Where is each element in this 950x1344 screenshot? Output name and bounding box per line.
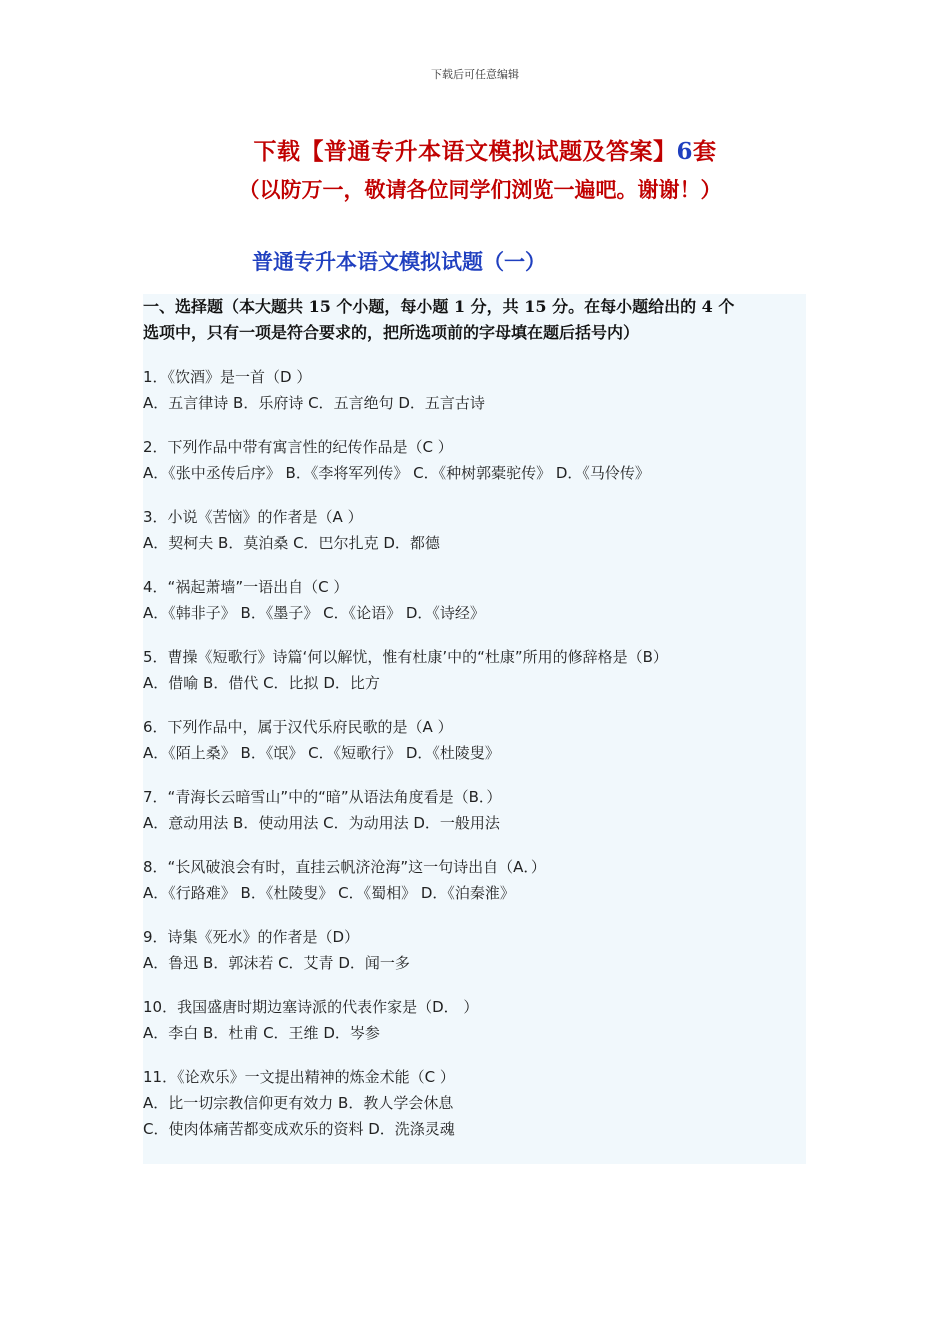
question-item [143, 504, 806, 556]
question-options: A．比一切宗教信仰更有效力 B．教人学会休息 [143, 1094, 454, 1112]
question-stem: 10．我国盛唐时期边塞诗派的代表作家是（D． ） [143, 998, 479, 1016]
question-item [143, 434, 806, 486]
question-item [143, 1064, 806, 1142]
question-stem: 2．下列作品中带有寓言性的纪传作品是（C ） [143, 438, 453, 456]
question-list [143, 364, 806, 1142]
section-heading-line2: 选项中，只有一项是符合要求的，把所选项前的字母填在题后括号内） [143, 323, 640, 342]
question-item [143, 644, 806, 696]
document-subtitle: （以防万一，敬请各位同学们浏览一遍吧。谢谢！） [238, 177, 722, 202]
question-options: A．意动用法 B．使动用法 C．为动用法 D．一般用法 [143, 814, 500, 832]
question-stem: 1．《饮酒》是一首（D ） [143, 368, 312, 386]
question-stem: 11．《论欢乐》一文提出精神的炼金术能（C ） [143, 1068, 455, 1086]
question-stem: 9．诗集《死水》的作者是（D） [143, 928, 360, 946]
question-options: A．契柯夫 B．莫泊桑 C．巴尔扎克 D．都德 [143, 534, 440, 552]
question-section [143, 294, 806, 1164]
title-block [0, 133, 950, 204]
header-note: 下载后可任意编辑 [431, 68, 519, 81]
question-options: A．《陌上桑》 B．《氓》 C．《短歌行》 D．《杜陵叟》 [143, 744, 500, 762]
question-item [143, 784, 806, 836]
title-suffix: 套 [693, 138, 717, 165]
exam-title: 普通专升本语文模拟试题（一） [252, 249, 546, 274]
question-item [143, 854, 806, 906]
question-options: A．借喻 B．借代 C．比拟 D．比方 [143, 674, 380, 692]
question-stem: 3．小说《苦恼》的作者是（A ） [143, 508, 363, 526]
document-title [0, 133, 950, 166]
section-heading-line1: 一、选择题（本大题共 15 个小题，每小题 1 分，共 15 分。在每小题给出的 4 个 [143, 297, 735, 316]
question-stem: 7．“青海长云暗雪山”中的“暗”从语法角度看是（B．） [143, 788, 502, 806]
question-stem: 6．下列作品中，属于汉代乐府民歌的是（A ） [143, 718, 453, 736]
question-item [143, 574, 806, 626]
title-number: 6 [676, 138, 693, 165]
question-options: A．五言律诗 B．乐府诗 C．五言绝句 D．五言古诗 [143, 394, 485, 412]
section-heading [143, 294, 806, 346]
question-item [143, 994, 806, 1046]
question-item [143, 714, 806, 766]
question-options: A．李白 B．杜甫 C．王维 D．岑参 [143, 1024, 380, 1042]
question-options: A．《韩非子》 B．《墨子》 C．《论语》 D．《诗经》 [143, 604, 485, 622]
question-stem: 5．曹操《短歌行》诗篇‘何以解忧，惟有杜康’中的“杜康”所用的修辞格是（B） [143, 648, 668, 666]
question-item [143, 924, 806, 976]
question-options: A．《张中丞传后序》 B．《李将军列传》 C．《种树郭橐驼传》 D．《马伶传》 [143, 464, 650, 482]
title-text: 下载【普通专升本语文模拟试题及答案】 [253, 138, 677, 165]
question-stem: 8．“长风破浪会有时，直挂云帆济沧海”这一句诗出自（A．） [143, 858, 546, 876]
question-options: A．《行路难》 B．《杜陵叟》 C．《蜀相》 D．《泊秦淮》 [143, 884, 515, 902]
question-options: C．使肉体痛苦都变成欢乐的资料 D．洗涤灵魂 [143, 1120, 455, 1138]
question-item [143, 364, 806, 416]
question-options: A．鲁迅 B．郭沫若 C．艾青 D．闻一多 [143, 954, 410, 972]
question-stem: 4．“祸起萧墙”一语出自（C ） [143, 578, 349, 596]
